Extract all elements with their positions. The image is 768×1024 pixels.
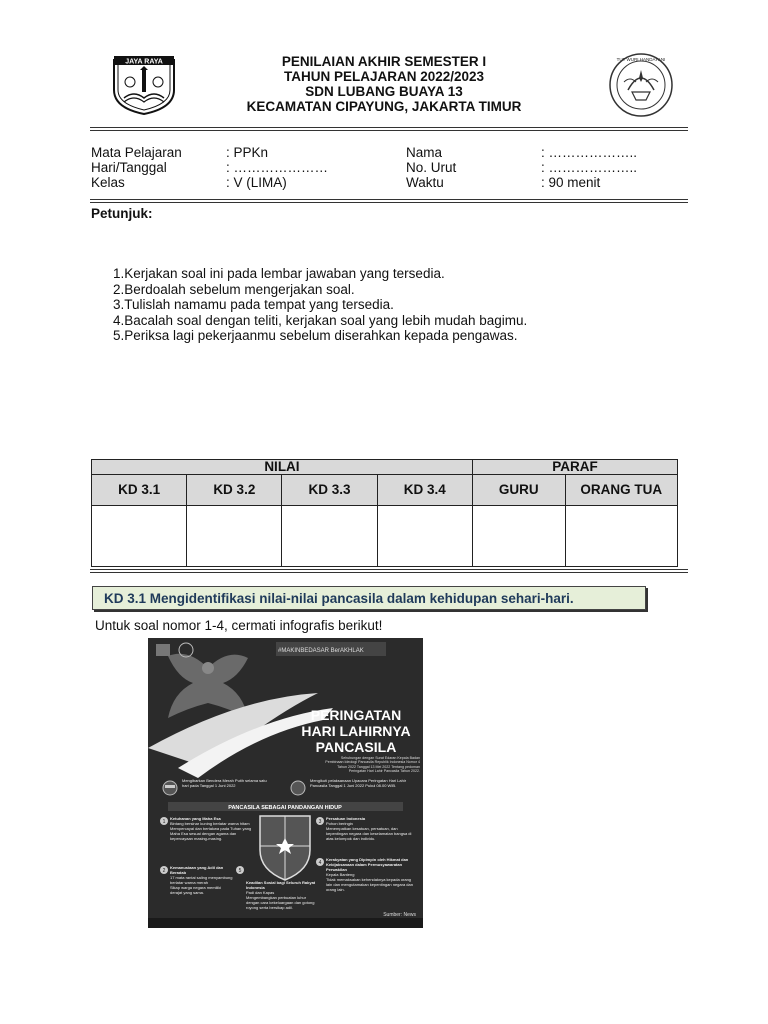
value-waktu: : 90 menit <box>541 175 601 190</box>
header-line-1: PENILAIAN AKHIR SEMESTER I <box>281 54 487 69</box>
table-rule <box>90 569 688 570</box>
col-guru: GURU <box>472 475 565 506</box>
score-cell[interactable] <box>282 506 377 567</box>
top-tags: #MAKINBEDASAR BerAKHLAK <box>278 648 364 654</box>
flag-note: Mengibarkan Bendera Merah Putih selama satu hari pada Tanggal 1 Juni 2022 <box>182 778 267 788</box>
header-line-2: TAHUN PELAJARAN 2022/2023 <box>283 69 485 84</box>
score-cell[interactable] <box>377 506 472 567</box>
pancasila-infographic <box>148 638 423 928</box>
sila-2-number: 2 <box>162 868 166 874</box>
label-waktu: Waktu <box>406 175 444 190</box>
sila-3-title: Persatuan Indonesia <box>326 816 366 821</box>
sila-5-point: Padi dan Kapas <box>246 890 275 895</box>
header-rule <box>90 127 688 128</box>
col-orang-tua: ORANG TUA <box>565 475 677 506</box>
instruction-item: 5.Periksa lagi pekerjaanmu sebelum diserahkan kepada pengawas. <box>113 328 518 343</box>
ceremony-note: Mengikuti pelaksanaan Upacara Peringatan Hari Lahir Pancasila Tanggal 1 Juni 2022 Pukul 08.00 WIB. <box>310 778 407 788</box>
header-line-3: SDN LUBANG BUAYA 13 <box>305 84 463 99</box>
soal-intro: Untuk soal nomor 1-4, cermati infografis berikut! <box>95 618 383 633</box>
label-kelas: Kelas <box>91 175 125 190</box>
col-kd-3-2: KD 3.2 <box>187 475 282 506</box>
label-hari-tanggal: Hari/Tanggal <box>91 160 167 175</box>
sila-right-column <box>316 816 418 915</box>
label-no-urut: No. Urut <box>406 160 457 175</box>
signature-cell[interactable] <box>472 506 565 567</box>
sila-5-point: Mengembangkan perbuatan luhur dengan cara kekeluargaan dan gotong royong serta bersikap adil. <box>246 895 315 910</box>
sila-1-point: Bintang bersinar kuning berlatar warna hitam <box>170 821 250 826</box>
sila-5-number: 5 <box>238 868 242 874</box>
paraf-header: PARAF <box>472 460 677 475</box>
sila-4-point: Tidak memaksakan kehendaknya kepada orang lain dan mengutamakan kepentingan negara dan orang lain. <box>326 877 413 892</box>
info-rule <box>90 199 688 200</box>
section-title: PANCASILA SEBAGAI PANDANGAN HIDUP <box>228 805 342 811</box>
sila-3-point: Pohon beringin <box>326 821 353 826</box>
sila-2-point: 17 mata rantai saling menyambung berlatar warna merah <box>170 875 233 885</box>
header-line-4: KECAMATAN CIPAYUNG, JAKARTA TIMUR <box>246 99 522 114</box>
value-kelas: : V (LIMA) <box>226 175 287 190</box>
header-rule <box>90 130 688 131</box>
label-nama: Nama <box>406 145 443 160</box>
value-mata-pelajaran: : PPKn <box>226 145 269 160</box>
title-line-1: PERINGATAN <box>310 707 402 723</box>
label-mata-pelajaran: Mata Pelajaran <box>91 145 182 160</box>
intro-text: Sehubungan dengan Surat Edaran Kepala Badan Pembinaan Ideologi Pancasila Republik Indonesia Nomor 4 Tahun 2022 Tanggal 13 Mei 2022 Tentang pedoman Peringatan Hari Lahir Pancasila Tahun 2022. <box>325 756 420 774</box>
logo-left-text: JAYA RAYA <box>125 58 163 66</box>
title-line-2: HARI LAHIRNYA <box>301 723 411 739</box>
title-line-3: PANCASILA <box>315 739 397 755</box>
sila-3-number: 3 <box>318 819 322 825</box>
kd-title-box: KD 3.1 Mengidentifikasi nilai-nilai pancasila dalam kehidupan sehari-hari. <box>92 586 646 610</box>
source-text: Sumber: News <box>383 912 416 918</box>
score-cell[interactable] <box>92 506 187 567</box>
col-kd-3-4: KD 3.4 <box>377 475 472 506</box>
instruction-item: 2.Berdoalah sebelum mengerjakan soal. <box>113 281 355 297</box>
sila-4-title: Kerakyatan yang Dipimpin oleh Hikmat dan Kebijaksanaan dalam Permusyawaratan Perwakilan <box>326 857 409 872</box>
sila-3-point: Menempatkan kesatuan, persatuan, dan kepentingan negara dan keselamatan bangsa di atas kelompok dan individu. <box>326 826 412 841</box>
value-nama: : ……………….. <box>541 145 638 160</box>
value-no-urut: : ……………….. <box>541 160 638 175</box>
nilai-header: NILAI <box>92 460 473 475</box>
signature-cell[interactable] <box>565 506 677 567</box>
sila-4-point: Kepala Banteng <box>326 872 355 877</box>
sila-2-point: Sikap warga negara memiliki derajat yang sama. <box>170 885 222 895</box>
instruction-item: 3.Tulislah namamu pada tempat yang tersedia. <box>113 297 394 312</box>
sila-1-title: Ketuhanan yang Maha Esa <box>170 816 221 821</box>
instruction-item: 4.Bacalah soal dengan teliti, kerjakan soal yang lebih mudah bagimu. <box>113 312 528 328</box>
info-rule <box>90 202 688 203</box>
sila-5-title: Keadilan Sosial bagi Seluruh Rakyat Indonesia <box>246 880 316 890</box>
score-table <box>91 459 678 567</box>
sila-4-number: 4 <box>318 860 322 866</box>
sila-1-number: 1 <box>162 819 166 825</box>
petunjuk-title: Petunjuk: <box>91 206 153 221</box>
value-hari-tanggal: : ………………… <box>226 160 329 175</box>
instruction-list <box>113 266 527 344</box>
score-cell[interactable] <box>187 506 282 567</box>
instruction-item: 1.Kerjakan soal ini pada lembar jawaban yang tersedia. <box>113 266 445 281</box>
sila-2-title: Kemanusiaan yang Adil dan Beradab <box>170 865 224 875</box>
col-kd-3-1: KD 3.1 <box>92 475 187 506</box>
logo-right-text: TUT WURI HANDAYANI <box>616 57 666 62</box>
table-rule <box>90 572 688 573</box>
sila-1-point: Mempercayai dan bertakwa pada Tuhan yang Maha Esa sesuai dengan agama dan kepercayaan masing-masing. <box>170 826 252 841</box>
col-kd-3-3: KD 3.3 <box>282 475 377 506</box>
